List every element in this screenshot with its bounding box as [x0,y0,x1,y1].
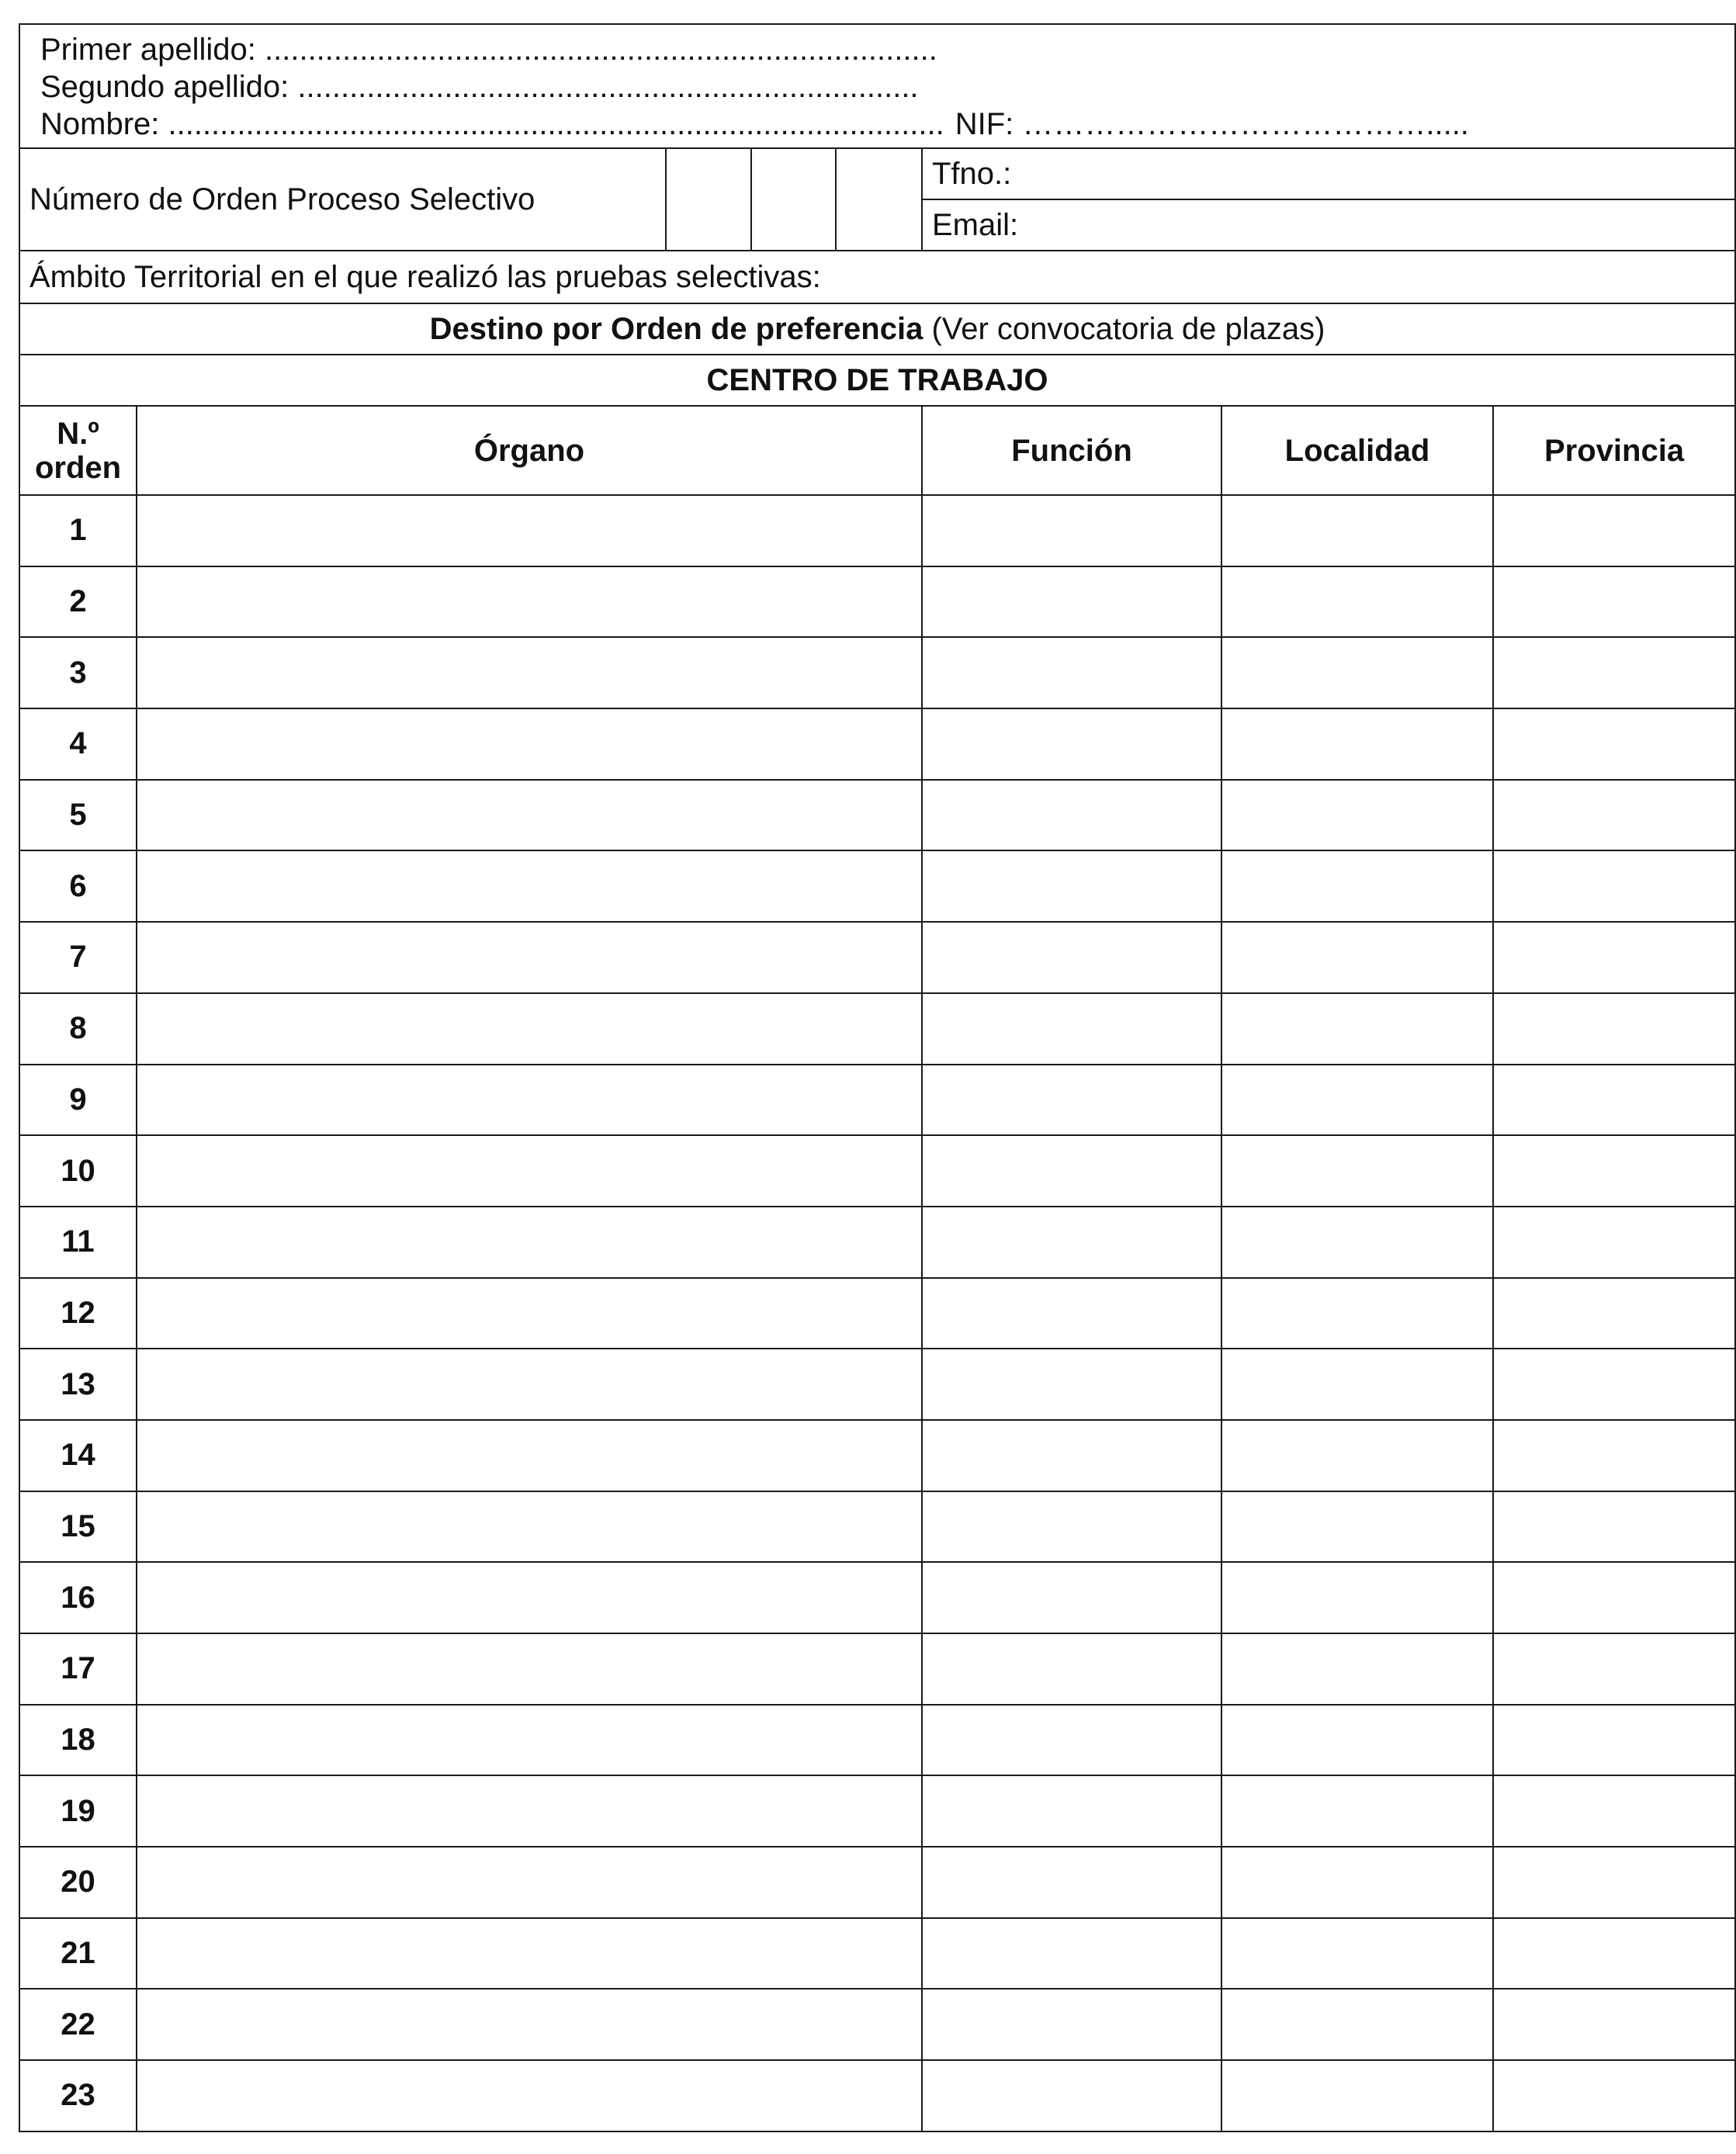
organo-cell[interactable] [137,566,922,638]
centro-heading: CENTRO DE TRABAJO [19,355,1735,406]
table-row [19,566,1735,638]
table-row [19,1349,1735,1420]
localidad-cell[interactable] [1221,1562,1493,1633]
table-row [19,1420,1735,1491]
localidad-cell[interactable] [1221,1135,1493,1207]
organo-cell[interactable] [137,637,922,708]
provincia-cell[interactable] [1493,922,1735,993]
destino-note: (Ver convocatoria de plazas) [923,311,1325,346]
table-row [19,1065,1735,1136]
organo-cell[interactable] [137,850,922,922]
localidad-cell[interactable] [1221,780,1493,851]
provincia-cell[interactable] [1493,637,1735,708]
table-row [19,1633,1735,1705]
orden-digit-box-1[interactable] [666,148,751,251]
col-organo: Órgano [137,406,922,495]
row-number: 7 [19,922,137,993]
localidad-cell[interactable] [1221,495,1493,566]
row-number: 22 [19,1989,137,2060]
provincia-cell[interactable] [1493,1918,1735,1990]
organo-cell[interactable] [137,1705,922,1776]
funcion-cell[interactable] [922,495,1221,566]
organo-cell[interactable] [137,1989,922,2060]
organo-cell[interactable] [137,993,922,1065]
applicant-info-cell [19,24,1735,148]
localidad-cell[interactable] [1221,1420,1493,1491]
funcion-cell[interactable] [922,850,1221,922]
table-row [19,708,1735,780]
provincia-cell[interactable] [1493,1278,1735,1349]
col-num-orden [19,406,137,495]
funcion-cell[interactable] [922,637,1221,708]
table-row [19,1491,1735,1563]
funcion-cell[interactable] [922,780,1221,851]
row-number: 5 [19,780,137,851]
orden-digit-box-3[interactable] [836,148,922,251]
row-number: 15 [19,1491,137,1563]
localidad-cell[interactable] [1221,1705,1493,1776]
provincia-cell[interactable] [1493,850,1735,922]
destino-heading [19,303,1735,355]
table-row [19,1135,1735,1207]
localidad-cell[interactable] [1221,1065,1493,1136]
row-number: 8 [19,993,137,1065]
table-row [19,1278,1735,1349]
organo-cell[interactable] [137,1847,922,1918]
organo-cell[interactable] [137,708,922,780]
table-row [19,1562,1735,1633]
orden-digit-box-2[interactable] [751,148,836,251]
table-row [19,850,1735,922]
localidad-cell[interactable] [1221,2060,1493,2131]
localidad-cell[interactable] [1221,708,1493,780]
localidad-cell[interactable] [1221,1775,1493,1847]
organo-cell[interactable] [137,1278,922,1349]
funcion-cell[interactable] [922,2060,1221,2131]
primer-apellido-field[interactable]: Primer apellido: .............................................................................. [40,33,937,67]
provincia-cell[interactable] [1493,993,1735,1065]
organo-cell[interactable] [137,1207,922,1278]
row-number: 4 [19,708,137,780]
provincia-cell[interactable] [1493,1135,1735,1207]
nif-field[interactable]: NIF: …………………………………..... [955,107,1469,141]
funcion-cell[interactable] [922,922,1221,993]
funcion-cell[interactable] [922,1065,1221,1136]
col-num-line1: N.º [57,416,99,451]
funcion-cell[interactable] [922,1491,1221,1563]
localidad-cell[interactable] [1221,1633,1493,1705]
row-number: 13 [19,1349,137,1420]
table-row [19,1989,1735,2060]
organo-cell[interactable] [137,922,922,993]
organo-cell[interactable] [137,1349,922,1420]
orden-row [19,148,1735,199]
provincia-cell[interactable] [1493,1491,1735,1563]
provincia-cell[interactable] [1493,1420,1735,1491]
funcion-cell[interactable] [922,1989,1221,2060]
localidad-cell[interactable] [1221,1491,1493,1563]
localidad-cell[interactable] [1221,1278,1493,1349]
applicant-header-row [19,24,1735,148]
provincia-cell[interactable] [1493,1775,1735,1847]
provincia-cell[interactable] [1493,2060,1735,2131]
row-number: 2 [19,566,137,638]
table-row [19,922,1735,993]
orden-label: Número de Orden Proceso Selectivo [19,148,666,251]
organo-cell[interactable] [137,2060,922,2131]
funcion-cell[interactable] [922,1207,1221,1278]
funcion-cell[interactable] [922,993,1221,1065]
localidad-cell[interactable] [1221,1207,1493,1278]
provincia-cell[interactable] [1493,1633,1735,1705]
localidad-cell[interactable] [1221,637,1493,708]
preference-form [19,23,1685,2132]
provincia-cell[interactable] [1493,566,1735,638]
provincia-cell[interactable] [1493,1705,1735,1776]
destino-bold: Destino por Orden de preferencia [429,311,923,346]
table-row [19,637,1735,708]
provincia-cell[interactable] [1493,780,1735,851]
provincia-cell[interactable] [1493,1847,1735,1918]
funcion-cell[interactable] [922,1918,1221,1990]
centro-row [19,355,1735,406]
row-number: 23 [19,2060,137,2131]
row-number: 6 [19,850,137,922]
provincia-cell[interactable] [1493,1349,1735,1420]
organo-cell[interactable] [137,495,922,566]
ambito-row [19,251,1735,303]
localidad-cell[interactable] [1221,1989,1493,2060]
funcion-cell[interactable] [922,1420,1221,1491]
row-number: 18 [19,1705,137,1776]
row-number: 19 [19,1775,137,1847]
provincia-cell[interactable] [1493,495,1735,566]
tfno-field[interactable]: Tfno.: [922,148,1735,199]
form-table [19,23,1736,2132]
table-row [19,1705,1735,1776]
row-number: 16 [19,1562,137,1633]
segundo-apellido-field[interactable]: Segundo apellido: ........................................................................ [40,70,919,104]
funcion-cell[interactable] [922,1775,1221,1847]
column-header-row [19,406,1735,495]
ambito-field[interactable]: Ámbito Territorial en el que realizó las pruebas selectivas: [19,251,1735,303]
nombre-field[interactable]: Nombre: .......................................................................................... [40,107,944,141]
organo-cell[interactable] [137,1491,922,1563]
provincia-cell[interactable] [1493,1562,1735,1633]
provincia-cell[interactable] [1493,1207,1735,1278]
organo-cell[interactable] [137,780,922,851]
localidad-cell[interactable] [1221,1918,1493,1990]
table-row [19,1207,1735,1278]
col-provincia: Provincia [1493,406,1735,495]
organo-cell[interactable] [137,1420,922,1491]
funcion-cell[interactable] [922,708,1221,780]
localidad-cell[interactable] [1221,850,1493,922]
row-number: 1 [19,495,137,566]
row-number: 21 [19,1918,137,1990]
organo-cell[interactable] [137,1633,922,1705]
localidad-cell[interactable] [1221,993,1493,1065]
funcion-cell[interactable] [922,1349,1221,1420]
row-number: 10 [19,1135,137,1207]
organo-cell[interactable] [137,1065,922,1136]
organo-cell[interactable] [137,1135,922,1207]
localidad-cell[interactable] [1221,1847,1493,1918]
table-row [19,993,1735,1065]
funcion-cell[interactable] [922,1278,1221,1349]
provincia-cell[interactable] [1493,1989,1735,2060]
row-number: 11 [19,1207,137,1278]
funcion-cell[interactable] [922,1633,1221,1705]
table-row [19,1918,1735,1990]
table-row [19,2060,1735,2131]
row-number: 20 [19,1847,137,1918]
organo-cell[interactable] [137,1562,922,1633]
provincia-cell[interactable] [1493,1065,1735,1136]
col-num-line2: orden [34,450,122,485]
row-number: 12 [19,1278,137,1349]
destino-row [19,303,1735,355]
funcion-cell[interactable] [922,1847,1221,1918]
email-field[interactable]: Email: [922,199,1735,251]
row-number: 9 [19,1065,137,1136]
provincia-cell[interactable] [1493,708,1735,780]
row-number: 14 [19,1420,137,1491]
organo-cell[interactable] [137,1775,922,1847]
col-funcion: Función [922,406,1221,495]
organo-cell[interactable] [137,1918,922,1990]
localidad-cell[interactable] [1221,922,1493,993]
funcion-cell[interactable] [922,1135,1221,1207]
localidad-cell[interactable] [1221,566,1493,638]
localidad-cell[interactable] [1221,1349,1493,1420]
funcion-cell[interactable] [922,566,1221,638]
table-row [19,1775,1735,1847]
row-number: 17 [19,1633,137,1705]
funcion-cell[interactable] [922,1562,1221,1633]
table-row [19,780,1735,851]
col-localidad: Localidad [1221,406,1493,495]
funcion-cell[interactable] [922,1705,1221,1776]
row-number: 3 [19,637,137,708]
table-row [19,495,1735,566]
table-row [19,1847,1735,1918]
